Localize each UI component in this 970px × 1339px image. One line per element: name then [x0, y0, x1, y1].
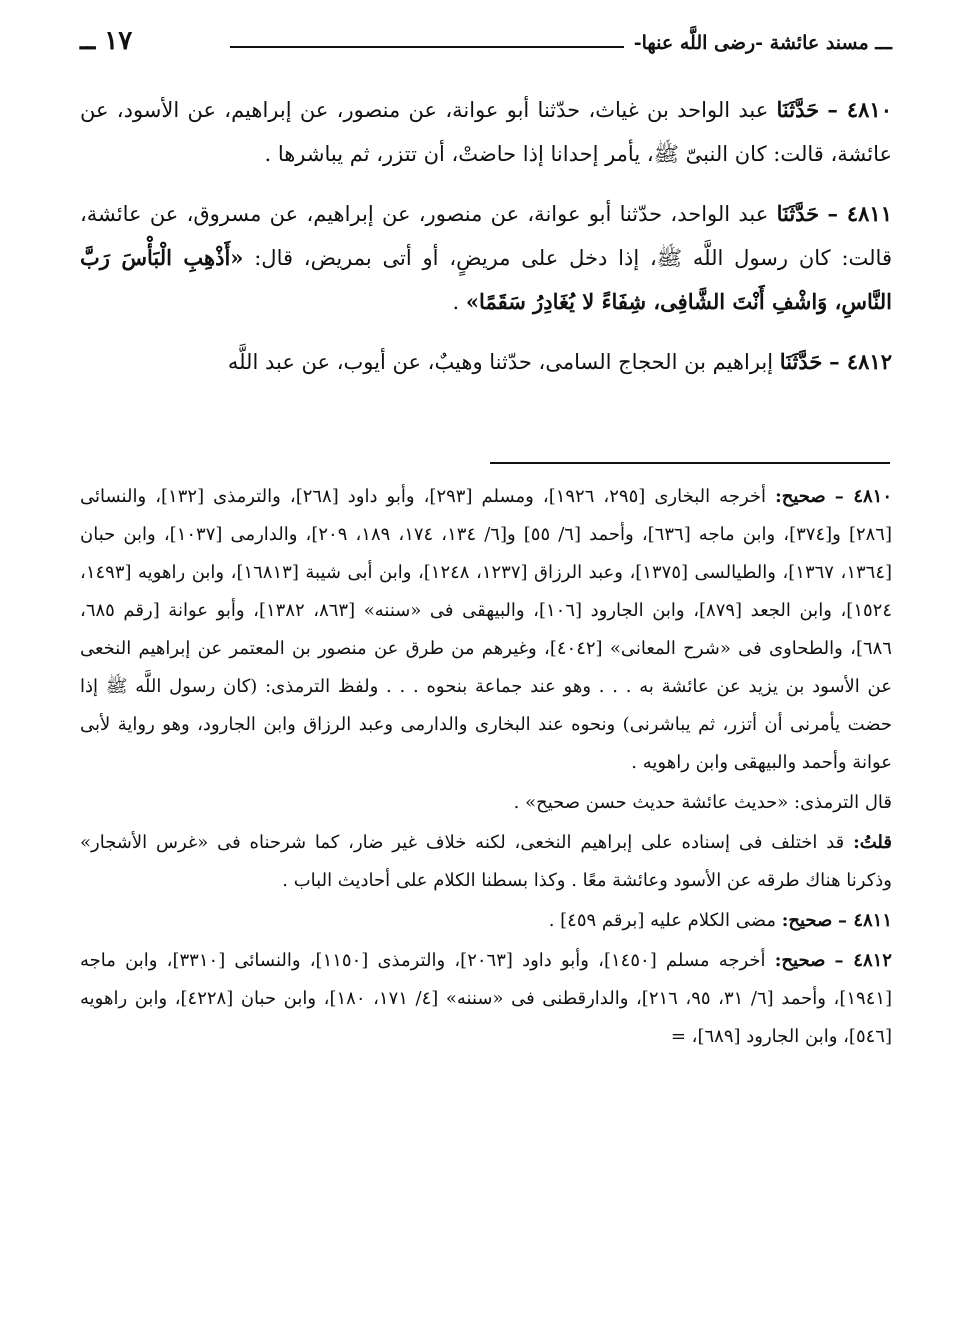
remark-body: قال الترمذى: «حديث عائشة حديث حسن صحيح» .: [513, 792, 892, 813]
footnote-body: أخرجه مسلم [١٤٥٠]، وأبو داود [٢٠٦٣]، والترمذى [١١٥٠]، والنسائى [٣٣١٠]، وابن ماجه [١٩٤١]، وأحمد [٦/ ٣١، ٩٥، ٢١٦]، والدارقطنى فى «سننه» [٤/ ١٧١، ١٨٠]، وابن حبان [٤٢٢٨]، وابن راهويه [٥٤٦]، وابن الجارود [٦٨٩]،: [80, 950, 893, 1047]
footnote-grade: صحيح:: [774, 950, 826, 971]
footnote-4810: [80, 478, 892, 782]
footnote-number: ٤٨١٢ –: [834, 950, 892, 971]
author-remark: [80, 824, 892, 900]
continuation-mark: =: [670, 1026, 686, 1047]
footnote-number: ٤٨١١ –: [838, 910, 892, 931]
hadith-body: عبد الواحد بن غياث، حدّثنا أبو عوانة، عن منصور، عن إبراهيم، عن الأسود، عن عائشة، قالت: كان النبىّ ﷺ، يأمر إحدانا إذا حاضتْ، أن تتزر، ثم يباشرها .: [80, 98, 892, 166]
hadith-4810: [80, 88, 892, 176]
hadith-number: ٤٨١٢ –: [829, 349, 892, 374]
page-number: ١٧ ــ: [80, 26, 133, 56]
hadith-body: إبراهيم بن الحجاج السامى، حدّثنا وهيبٌ، عن أيوب، عن عبد اللَّه: [227, 350, 774, 374]
footnote-4811: [80, 902, 892, 940]
hadith-lead: حَدَّثَنَا: [779, 349, 823, 374]
hadith-lead: حَدَّثَنَا: [776, 97, 820, 122]
running-title: ـــ مسند عائشة -رضى اللَّه عنها-: [624, 32, 892, 54]
remark-body: قد اختلف فى إسناده على إبراهيم النخعى، لكنه خلاف غير ضار، كما شرحناه فى «غرس الأشجار» وذكرنا هناك طرقه عن الأسود وعائشة معًا . وكذا بسطنا الكلام على أحاديث الباب .: [80, 832, 892, 891]
hadith-4811: [80, 192, 892, 324]
remark-label: قلتُ:: [853, 832, 892, 853]
hadith-number: ٤٨١١ –: [827, 201, 892, 226]
header-rule: [230, 46, 627, 48]
footnote-body: أخرجه البخارى [٢٩٥، ١٩٢٦]، ومسلم [٢٩٣]، وأبو داود [٢٦٨]، والترمذى [١٣٢]، والنسائى [٢٨٦] و[٣٧٤]، وابن ماجه [٦٣٦]، وأحمد [٦/ ٥٥] و[٦/ ١٣٤، ١٧٤، ١٨٩، ٢٠٩]، والدارمى [١٠٣٧]، وابن حبان [١٣٦٤، ١٣٦٧]، والطيالسى [١٣٧٥]، وعبد الرزاق [١٢٣٧، ١٢٤٨]، وابن أبى شيبة [١٦٨١٣]، وابن راهويه [١٤٩٣، ١٥٢٤]، وابن الجعد [٨٧٩]، وابن الجارود [١٠٦]، والبيهقى فى «سننه» [٨٦٣، ١٣٨٢]، وأبو عوانة [رقم ٦٨٥، ٦٨٦]، والطحاوى فى «شرح المعانى» [٤٠٤٢]، وغيرهم من طرق عن منصور بن المعتمر عن إبراهيم النخعى عن الأسود بن يزيد عن عائشة به . . . وهو عند جماعة بنحوه . . . ولفظ الترمذى: (كان رسول اللَّه ﷺ إذا حضت يأمرنى أن أتزر، ثم يباشرنى) ونحوه عند البخارى والدارمى وعبد الرزاق وابن الجارود، وهو رواية لأبى عوانة وأحمد والبيهقى وابن راهويه .: [80, 486, 893, 773]
hadith-number: ٤٨١٠ –: [827, 97, 892, 122]
footnote-grade: صحيح:: [781, 910, 833, 931]
hadith-dua: «أَذْهِبِ الْبَأْسَ رَبَّ النَّاسِ، وَاشْفِ أَنْتَ الشَّافِى، شِفَاءً لا يُغَادِرُ سَقَمًا»: [80, 245, 892, 314]
tirmidhi-remark: [80, 784, 892, 822]
hadith-body: عبد الواحد، حدّثنا أبو عوانة، عن منصور، عن إبراهيم، عن مسروق، عن عائشة، قالت: كان رسول اللَّه ﷺ، إذا دخل على مريضٍ، أو أتى بمريض، قال:: [80, 202, 892, 270]
footnote-separator: [490, 462, 890, 464]
hadith-lead: حَدَّثَنَا: [776, 201, 820, 226]
page-header: [80, 26, 892, 66]
hadith-end: .: [452, 290, 460, 314]
footnote-4812: [80, 942, 892, 1056]
hadith-4812: [80, 340, 892, 384]
footnote-grade: صحيح:: [775, 486, 826, 507]
footnote-body: مضى الكلام عليه [برقم ٤٥٩] .: [548, 910, 776, 931]
footnotes: [80, 478, 892, 1058]
footnote-number: ٤٨١٠ –: [834, 486, 892, 507]
hadith-text: [80, 88, 892, 400]
